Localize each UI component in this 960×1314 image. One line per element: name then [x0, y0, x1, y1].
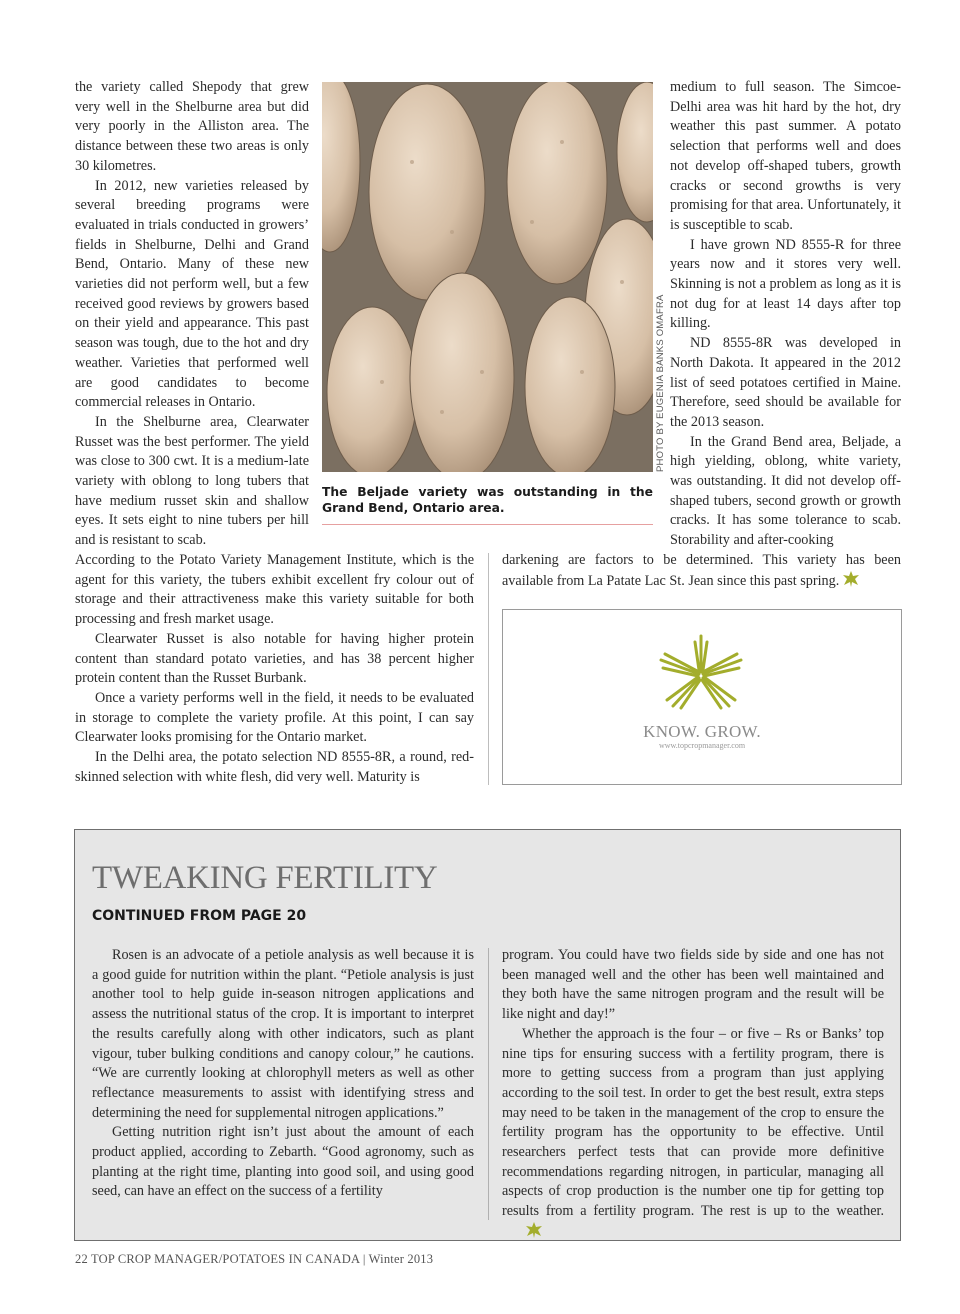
- sidebar-subtitle: CONTINUED FROM PAGE 20: [92, 908, 307, 924]
- sidebar-column-1: [92, 946, 474, 1202]
- article-paragraph: Once a variety performs well in the field, it needs to be evaluated in storage to complete the variety profile. At this point, I can say Clearwater looks promising for the Ontario market.: [75, 689, 474, 746]
- article-paragraph: medium to full season. The Simcoe-Delhi area was hit hard by the hot, dry weather this past summer. A potato selection that performs well and does not develop off-shaped tubers, growth cracks or second growths is very promising for that area. Unfortunately, it is susceptible to scab.: [670, 79, 901, 233]
- article-paragraph: In the Shelburne area, Clearwater Russet was the best performer. The yield was close to 300 cwt. It is a medium-late variety with oblong to long tubers that have medium russet skin and shallow eyes. It sets eight to nine tubers per hill and is resistant to scab.: [75, 413, 309, 549]
- sidebar-ending: Whether the approach is the four – or five – Rs or Banks’ top nine tips for ensuring success with a fertility program, there is more to getting success from a program than just applying according to the soil test. In order to get the best result, extra steps may need to be taken in the management of the crop to ensure the fertility program has the opportunity to be effective. Until researchers perfect tests that can provide more definitive recommendations regarding nitrogen, in particular, managing all aspects of crop production is the number one tip for getting top results from a fertility program. The rest is up to the weather.: [502, 1025, 884, 1220]
- article-column-2: [75, 551, 474, 787]
- article-ending: darkening are factors to be determined. This variety has been available from La Patate Lac St. Jean since this past spring.: [502, 552, 901, 589]
- potato-photo: [322, 82, 653, 472]
- ad-slogan: KNOW. GROW.: [643, 722, 761, 741]
- potato: [410, 273, 514, 472]
- article-paragraph: Clearwater Russet is also notable for having higher protein content than standard potato varieties, and has 38 percent higher protein content than the Russet Burbank.: [75, 630, 474, 687]
- ad-url[interactable]: www.topcropmanager.com: [658, 741, 746, 750]
- article-column-1: [75, 78, 309, 551]
- article-paragraph: In the Grand Bend area, Beljade, a high yielding, oblong, white variety, was outstanding. It did not develop off-shaped tubers, second growth or growth cracks. It has some tolerance to scab. Storability and after-cooking: [670, 433, 901, 549]
- sidebar-paragraph: program. You could have two fields side by side and one has not been managed well and the other has been well maintained and they both have the same nitrogen program and the result will be like night and day!”: [502, 947, 884, 1023]
- sidebar-box: [74, 829, 901, 1241]
- sidebar-paragraph: [502, 1025, 884, 1245]
- sidebar-column-2: [502, 946, 884, 1245]
- advertisement[interactable]: [502, 609, 902, 785]
- article-paragraph: ND 8555-8R was developed in North Dakota. It appeared in the 2012 list of seed potatoes certified in Maine. Therefore, seed should be available for the 2013 season.: [670, 335, 901, 430]
- article-paragraph: [502, 551, 901, 593]
- article-column-3: [670, 78, 901, 551]
- photo-credit: PHOTO BY EUGENIA BANKS OMAFRA: [655, 294, 666, 472]
- photo-caption: The Beljade variety was outstanding in the Grand Bend, Ontario area.: [322, 484, 653, 525]
- sidebar-title: TWEAKING FERTILITY: [92, 860, 438, 896]
- potato: [369, 84, 485, 300]
- wheat-star-icon: [653, 632, 749, 717]
- leaf-icon: [505, 1222, 543, 1245]
- article-paragraph: In the Delhi area, the potato selection ND 8555-8R, a round, red-skinned selection with white flesh, did very well. Maturity is: [75, 749, 474, 785]
- potato: [525, 297, 615, 472]
- sidebar-paragraph: Rosen is an advocate of a petiole analysis as well because it is a good guide for nutrition within the plant. “Petiole analysis is just another tool to help guide in-season nitrogen applications and assess the nutritional status of the crop. It is important to interpret the results carefully along with other indicators, such as plant vigour, tuber bulking conditions and canopy colour,” he cautions. “We are currently looking at chlorophyll meters as well as other reflectance measurements to assist with identifying stress and determining the need for supplemental nitrogen applications.”: [92, 947, 474, 1121]
- sidebar-paragraph: Getting nutrition right isn’t just about the amount of each product applied, according to Zebarth. “Good agronomy, such as planting at the right time, planting into good soil, and using good seed, can have an effect on the success of a fertility: [92, 1124, 474, 1200]
- article-paragraph: According to the Potato Variety Management Institute, which is the agent for this variety, the tubers exhibit excellent fry colour out of storage and their attractiveness make this variety suitable for both processing and fresh market usage.: [75, 552, 474, 628]
- potato: [507, 82, 607, 284]
- article-column-4: [502, 551, 901, 593]
- column-divider: [488, 948, 489, 1220]
- article-paragraph: the variety called Shepody that grew very well in the Shelburne area but did very poorly in the Alliston area. The distance between these two areas is only 30 kilometres.: [75, 79, 309, 174]
- page-footer: 22 TOP CROP MANAGER/POTATOES IN CANADA | Winter 2013: [75, 1252, 434, 1266]
- article-paragraph: I have grown ND 8555-R for three years now and it stores very well. Skinning is not a problem as long as it is not dug for at least 14 days after top killing.: [670, 236, 901, 332]
- leaf-icon: [842, 571, 860, 594]
- article-paragraph: In 2012, new varieties released by several breeding programs were evaluated in trials conducted in growers’ fields in Shelburne, Delhi and Grand Bend, Ontario. Many of these new varieties did not perform well, but a few received good reviews by growers based on their yield and appearance. This past season was tough, due to the hot and dry weather. Varieties that performed well are good candidates to become commercial releases in Ontario.: [75, 177, 309, 411]
- column-divider: [488, 553, 489, 785]
- potato: [327, 307, 417, 472]
